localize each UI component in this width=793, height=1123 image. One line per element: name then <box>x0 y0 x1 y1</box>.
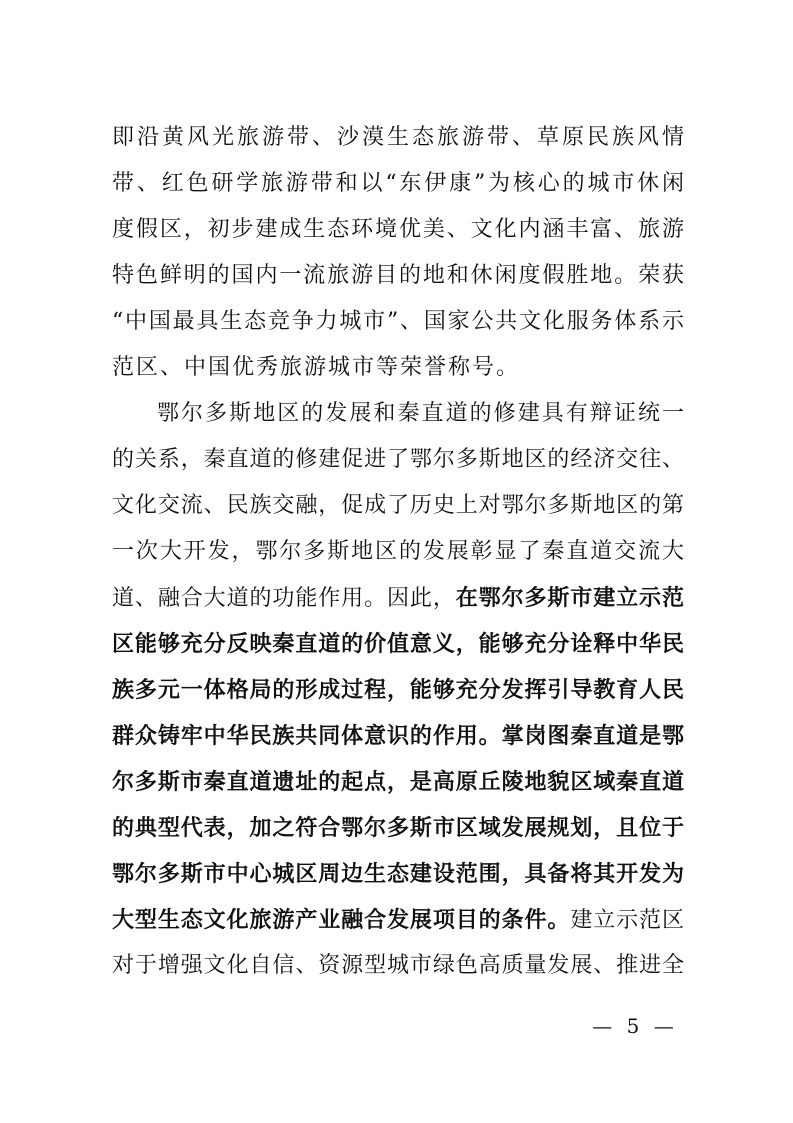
bold-text-line: 鄂尔多斯市中心城区周边生态建设范围，具备将其开发为 <box>112 861 684 887</box>
bold-text-segment: 在鄂尔多斯市建立示范 <box>455 585 684 611</box>
bold-text-line: 群众铸牢中华民族共同体意识的作用。掌岗图秦直道是鄂 <box>112 723 684 749</box>
text-line: 范区、中国优秀旅游城市等荣誉称号。 <box>112 355 521 380</box>
text-line: “中国最具生态竞争力城市”、国家公共文化服务体系示 <box>112 309 684 334</box>
text-line: 的关系，秦直道的修建促进了鄂尔多斯地区的经济交往、 <box>112 447 684 472</box>
bold-text-line: 的典型代表，加之符合鄂尔多斯市区域发展规划，且位于 <box>112 815 684 841</box>
bold-text-line: 区能够充分反映秦直道的价值意义，能够充分诠释中华民 <box>112 631 684 657</box>
text-line: 带、红色研学旅游带和以“东伊康”为核心的城市休闲 <box>112 171 684 196</box>
page-number: — 5 — <box>592 1014 678 1038</box>
text-line: 对于增强文化自信、资源型城市绿色高质量发展、推进全 <box>112 953 684 978</box>
text-line: 即沿黄风光旅游带、沙漠生态旅游带、草原民族风情 <box>112 125 684 150</box>
bold-text-segment: 大型生态文化旅游产业融合发展项目的条件。 <box>112 907 571 933</box>
bold-text-line: 尔多斯市秦直道遗址的起点，是高原丘陵地貌区域秦直道 <box>112 769 684 795</box>
paragraph-first-line: 鄂尔多斯地区的发展和秦直道的修建具有辩证统一 <box>157 401 684 426</box>
text-segment: 道、融合大道的功能作用。因此， <box>112 586 456 611</box>
mixed-text-line <box>112 580 684 616</box>
text-line: 一次大开发，鄂尔多斯地区的发展彰显了秦直道交流大 <box>112 539 684 564</box>
text-line: 特色鲜明的国内一流旅游目的地和休闲度假胜地。荣获 <box>112 263 684 288</box>
mixed-text-line <box>112 902 684 938</box>
text-line: 文化交流、民族交融，促成了历史上对鄂尔多斯地区的第 <box>112 493 684 518</box>
bold-text-line: 族多元一体格局的形成过程，能够充分发挥引导教育人民 <box>112 677 684 703</box>
text-line: 度假区，初步建成生态环境优美、文化内涵丰富、旅游 <box>112 217 684 242</box>
text-segment: 建立示范区 <box>570 908 684 933</box>
